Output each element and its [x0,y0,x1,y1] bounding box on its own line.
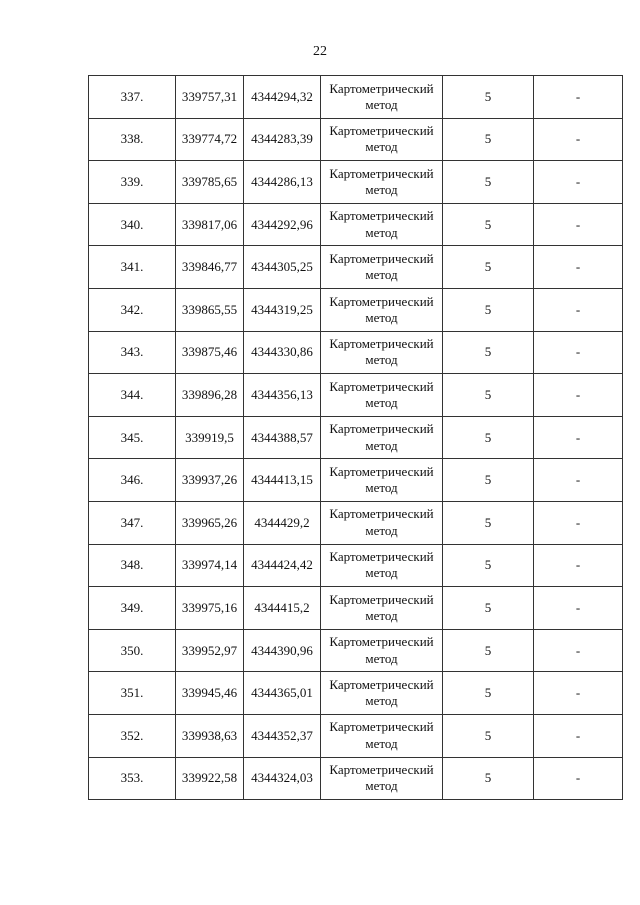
method-line-2: метод [365,565,398,581]
point-number-cell: 343. [89,331,176,374]
table-row [89,331,623,374]
method-line-1: Картометрический [329,719,434,735]
point-number-cell: 337. [89,76,176,119]
method-line-2: метод [365,522,398,538]
point-number-cell: 345. [89,416,176,459]
x-coordinate-cell: 339875,46 [176,331,244,374]
method-line-1: Картометрический [329,676,434,692]
note-cell: - [534,374,623,417]
y-coordinate-cell: 4344415,2 [244,587,321,630]
y-coordinate-cell: 4344365,01 [244,672,321,715]
y-coordinate-cell: 4344352,37 [244,714,321,757]
accuracy-cell: 5 [443,544,534,587]
method-line-2: метод [365,309,398,325]
accuracy-cell: 5 [443,374,534,417]
point-number-cell: 347. [89,501,176,544]
y-coordinate-cell: 4344424,42 [244,544,321,587]
table-row [89,672,623,715]
accuracy-cell: 5 [443,714,534,757]
method-cell [321,288,443,331]
method-cell [321,76,443,119]
method-line-1: Картометрический [329,378,434,394]
table-row [89,76,623,119]
method-cell [321,331,443,374]
accuracy-cell: 5 [443,288,534,331]
table-row [89,459,623,502]
point-number-cell: 348. [89,544,176,587]
page-number: 22 [313,44,327,59]
table-row [89,161,623,204]
method-line-1: Картометрический [329,80,434,96]
table-row [89,246,623,289]
note-cell: - [534,757,623,800]
method-cell [321,501,443,544]
y-coordinate-cell: 4344292,96 [244,203,321,246]
point-number-cell: 339. [89,161,176,204]
method-cell [321,374,443,417]
point-number-cell: 350. [89,629,176,672]
x-coordinate-cell: 339975,16 [176,587,244,630]
note-cell: - [534,629,623,672]
method-cell [321,757,443,800]
method-line-2: метод [365,394,398,410]
note-cell: - [534,246,623,289]
table-row [89,587,623,630]
x-coordinate-cell: 339952,97 [176,629,244,672]
accuracy-cell: 5 [443,246,534,289]
note-cell: - [534,288,623,331]
table-row [89,501,623,544]
y-coordinate-cell: 4344283,39 [244,118,321,161]
method-line-2: метод [365,181,398,197]
method-line-2: метод [365,480,398,496]
note-cell: - [534,544,623,587]
method-line-2: метод [365,139,398,155]
method-cell [321,161,443,204]
accuracy-cell: 5 [443,416,534,459]
point-number-cell: 344. [89,374,176,417]
table-row [89,416,623,459]
table-row [89,203,623,246]
note-cell: - [534,672,623,715]
x-coordinate-cell: 339922,58 [176,757,244,800]
accuracy-cell: 5 [443,331,534,374]
y-coordinate-cell: 4344388,57 [244,416,321,459]
accuracy-cell: 5 [443,672,534,715]
y-coordinate-cell: 4344413,15 [244,459,321,502]
accuracy-cell: 5 [443,587,534,630]
method-line-1: Картометрический [329,293,434,309]
method-line-1: Картометрический [329,208,434,224]
y-coordinate-cell: 4344356,13 [244,374,321,417]
y-coordinate-cell: 4344305,25 [244,246,321,289]
note-cell: - [534,203,623,246]
method-line-2: метод [365,693,398,709]
coordinates-table [88,75,623,800]
note-cell: - [534,501,623,544]
method-line-2: метод [365,650,398,666]
method-cell [321,544,443,587]
method-line-1: Картометрический [329,506,434,522]
method-line-2: метод [365,224,398,240]
method-line-2: метод [365,607,398,623]
note-cell: - [534,118,623,161]
accuracy-cell: 5 [443,118,534,161]
method-line-2: метод [365,735,398,751]
y-coordinate-cell: 4344294,32 [244,76,321,119]
y-coordinate-cell: 4344429,2 [244,501,321,544]
x-coordinate-cell: 339785,65 [176,161,244,204]
x-coordinate-cell: 339965,26 [176,501,244,544]
method-line-1: Картометрический [329,549,434,565]
method-cell [321,672,443,715]
point-number-cell: 351. [89,672,176,715]
x-coordinate-cell: 339919,5 [176,416,244,459]
method-line-1: Картометрический [329,421,434,437]
y-coordinate-cell: 4344319,25 [244,288,321,331]
x-coordinate-cell: 339896,28 [176,374,244,417]
x-coordinate-cell: 339937,26 [176,459,244,502]
y-coordinate-cell: 4344324,03 [244,757,321,800]
point-number-cell: 341. [89,246,176,289]
accuracy-cell: 5 [443,76,534,119]
method-cell [321,246,443,289]
method-line-2: метод [365,352,398,368]
x-coordinate-cell: 339817,06 [176,203,244,246]
method-cell [321,629,443,672]
method-line-1: Картометрический [329,634,434,650]
method-line-1: Картометрический [329,336,434,352]
method-line-1: Картометрический [329,762,434,778]
accuracy-cell: 5 [443,757,534,800]
accuracy-cell: 5 [443,501,534,544]
method-cell [321,118,443,161]
table-row [89,757,623,800]
y-coordinate-cell: 4344330,86 [244,331,321,374]
note-cell: - [534,161,623,204]
point-number-cell: 353. [89,757,176,800]
point-number-cell: 342. [89,288,176,331]
method-line-2: метод [365,267,398,283]
method-line-1: Картометрический [329,165,434,181]
method-line-2: метод [365,96,398,112]
y-coordinate-cell: 4344390,96 [244,629,321,672]
x-coordinate-cell: 339774,72 [176,118,244,161]
table-row [89,629,623,672]
table-row [89,288,623,331]
note-cell: - [534,76,623,119]
point-number-cell: 349. [89,587,176,630]
method-line-2: метод [365,778,398,794]
method-line-1: Картометрический [329,250,434,266]
method-line-1: Картометрический [329,463,434,479]
table-body [89,76,623,800]
point-number-cell: 346. [89,459,176,502]
method-cell [321,587,443,630]
method-line-1: Картометрический [329,591,434,607]
method-cell [321,714,443,757]
note-cell: - [534,416,623,459]
x-coordinate-cell: 339974,14 [176,544,244,587]
x-coordinate-cell: 339938,63 [176,714,244,757]
x-coordinate-cell: 339846,77 [176,246,244,289]
point-number-cell: 340. [89,203,176,246]
method-cell [321,203,443,246]
table-row [89,714,623,757]
accuracy-cell: 5 [443,161,534,204]
accuracy-cell: 5 [443,203,534,246]
point-number-cell: 338. [89,118,176,161]
method-line-1: Картометрический [329,123,434,139]
note-cell: - [534,714,623,757]
accuracy-cell: 5 [443,629,534,672]
accuracy-cell: 5 [443,459,534,502]
table-row [89,374,623,417]
y-coordinate-cell: 4344286,13 [244,161,321,204]
table-row [89,544,623,587]
method-cell [321,459,443,502]
method-cell [321,416,443,459]
note-cell: - [534,331,623,374]
x-coordinate-cell: 339945,46 [176,672,244,715]
note-cell: - [534,587,623,630]
table-row [89,118,623,161]
method-line-2: метод [365,437,398,453]
note-cell: - [534,459,623,502]
x-coordinate-cell: 339865,55 [176,288,244,331]
point-number-cell: 352. [89,714,176,757]
x-coordinate-cell: 339757,31 [176,76,244,119]
